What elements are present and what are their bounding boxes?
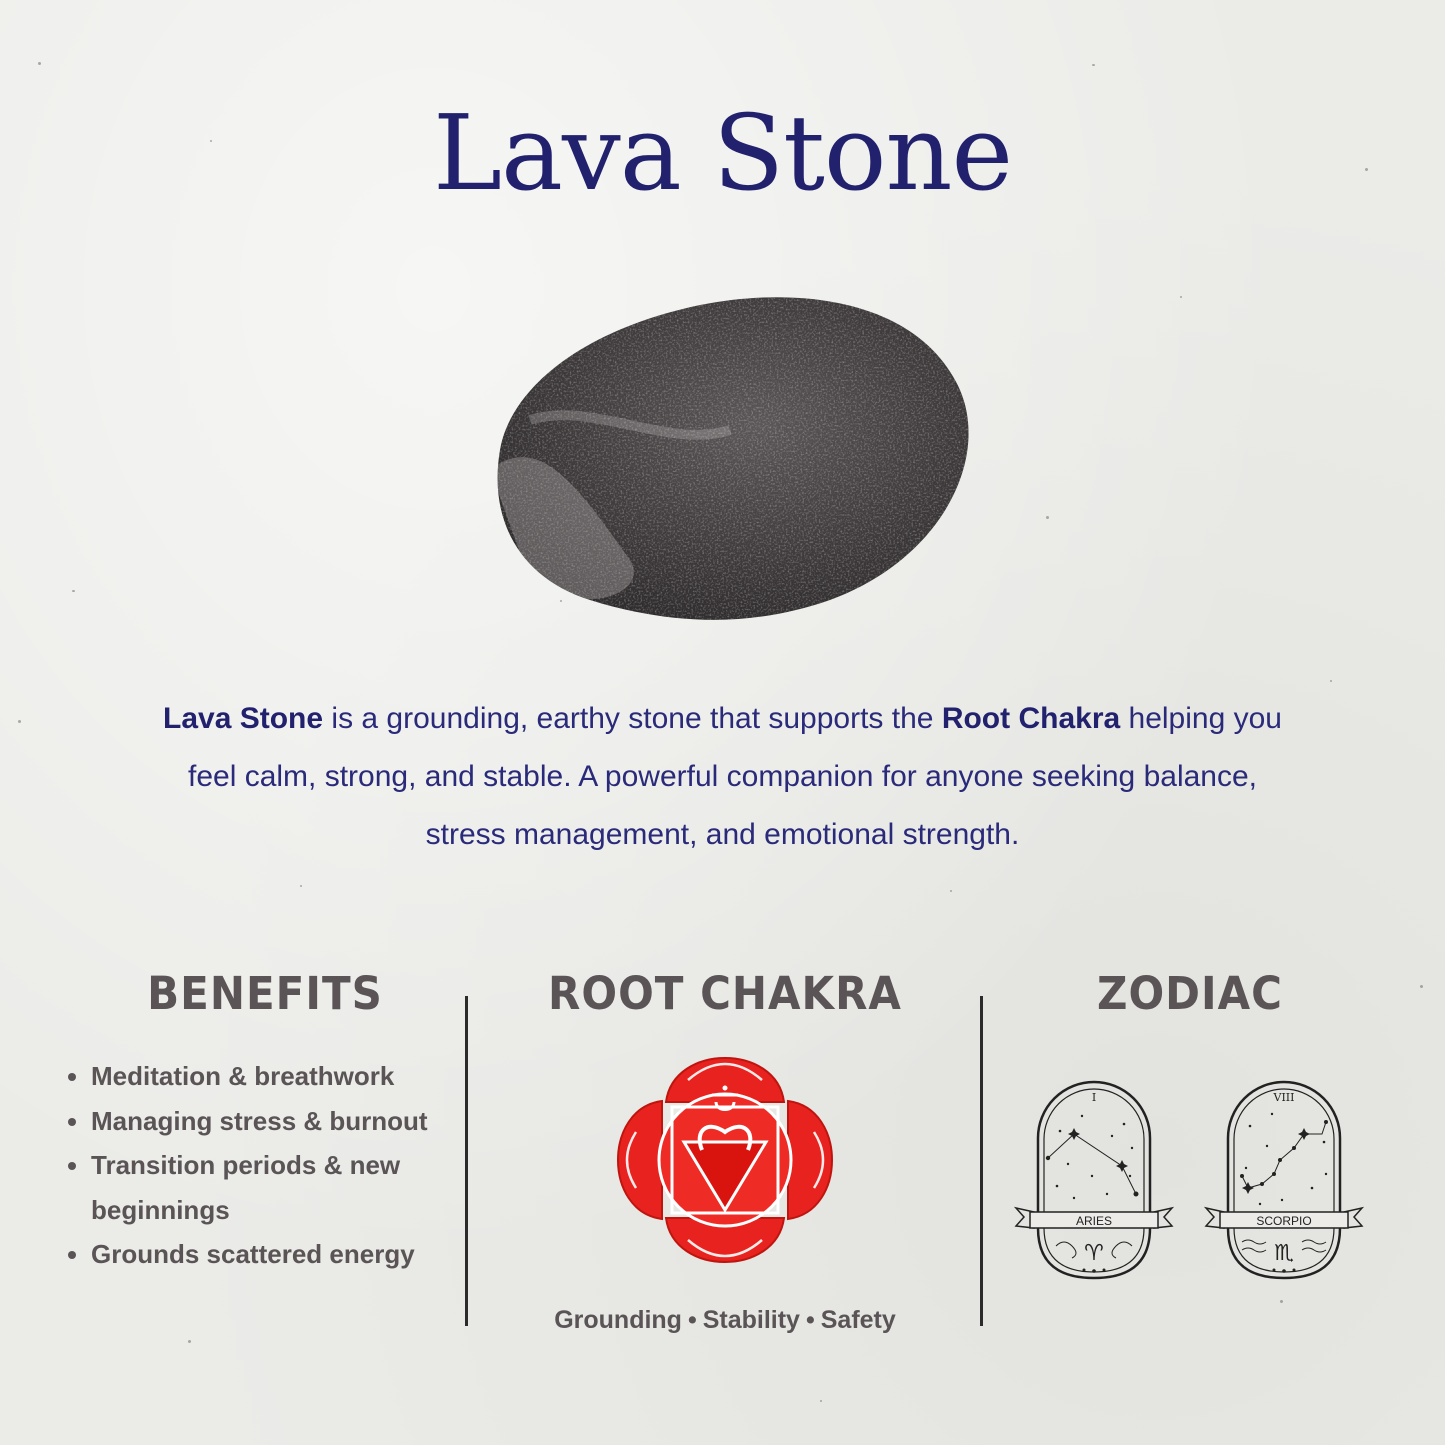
list-item: Grounds scattered energy [64, 1232, 464, 1277]
aries-label: ARIES [1075, 1214, 1113, 1228]
chakra-qualities [495, 1300, 955, 1340]
list-item: Meditation & breathwork [64, 1054, 464, 1099]
scorpio-zodiac-badge [1202, 1076, 1366, 1282]
quality-stability: Stability [702, 1306, 800, 1334]
description-part2: helping you feel calm, strong, and stable. A powerful companion for anyone seeking balance, stress management, and emotional strength. [188, 702, 1282, 851]
aries-glyph-icon: ♈ [1084, 1241, 1104, 1266]
description-chakra: Root Chakra [941, 702, 1121, 735]
quality-safety: Safety [820, 1306, 896, 1334]
list-item: Transition periods & new beginnings [64, 1143, 464, 1232]
scorpio-glyph-icon: ♏ [1274, 1241, 1294, 1266]
benefits-list [64, 1054, 464, 1277]
lava-stone-image [470, 280, 980, 640]
description-lead: Lava Stone [163, 702, 324, 735]
root-chakra-heading: ROOT CHAKRA [548, 967, 902, 1020]
quality-grounding: Grounding [554, 1306, 682, 1334]
root-chakra-symbol-icon [612, 1050, 838, 1270]
aries-numeral: I [1091, 1091, 1097, 1104]
zodiac-heading: ZODIAC [1097, 967, 1283, 1020]
quality-separator: • [687, 1306, 697, 1334]
scorpio-numeral: VIII [1273, 1091, 1295, 1104]
column-divider-left [465, 996, 468, 1326]
quality-separator: • [805, 1306, 815, 1334]
page-title: Lava Stone [432, 92, 1013, 214]
list-item: Managing stress & burnout [64, 1099, 464, 1144]
benefits-heading: BENEFITS [147, 967, 383, 1020]
scorpio-label: SCORPIO [1256, 1214, 1312, 1228]
aries-zodiac-badge [1012, 1076, 1176, 1282]
column-divider-right [980, 996, 983, 1326]
description-part1: is a grounding, earthy stone that supports the [323, 702, 942, 735]
stone-description [150, 690, 1295, 864]
